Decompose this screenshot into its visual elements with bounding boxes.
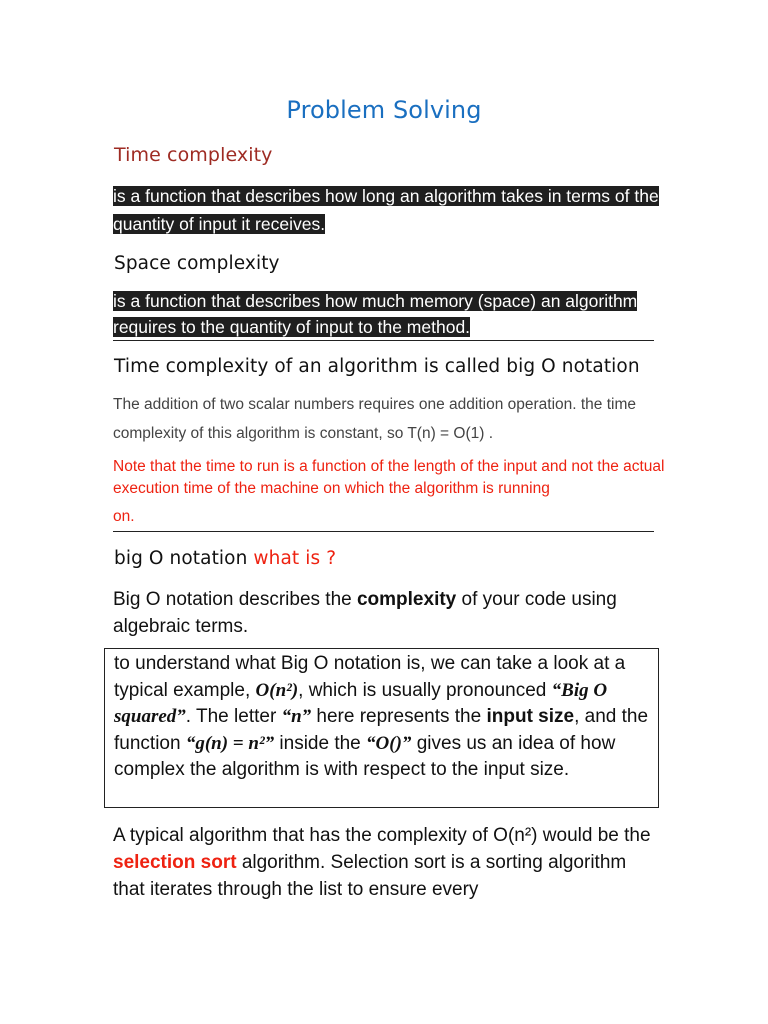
page-title: Problem Solving <box>286 96 482 124</box>
time-complexity-definition <box>113 182 673 238</box>
big-o-called-heading: Time complexity of an algorithm is called big O notation <box>114 356 640 377</box>
big-o-intro-paragraph <box>113 586 658 640</box>
what-is-heading <box>114 548 336 569</box>
what-is-heading-highlight: what is ? <box>253 548 337 569</box>
selection-text-1: A typical algorithm that has the complexity of O(n²) would be the <box>113 825 651 846</box>
box-emph-2: “Big O squared” <box>114 679 608 727</box>
intro-text-before: Big O notation describes the <box>113 589 357 610</box>
selection-sort-paragraph <box>113 822 658 903</box>
example-box-text <box>114 651 659 784</box>
space-complexity-definition-text: is a function that describes how much memory (space) an algorithm requires to the quantity of input to the method. <box>113 291 638 337</box>
box-emph-5: “O()” <box>366 732 412 754</box>
box-emph-3: “n” <box>281 706 312 727</box>
box-text-7: gives us an idea of how complex the algorithm is with respect to the input size. <box>114 732 616 780</box>
box-text-1: to understand what Big O notation is, we can take a look at a typical example, <box>114 653 626 701</box>
divider-line <box>113 340 654 341</box>
space-complexity-heading: Space complexity <box>114 253 280 274</box>
box-text-4: here represents the <box>311 706 487 727</box>
constant-time-example: The addition of two scalar numbers requires one addition operation. the time complexity of this algorithm is constant, so T(n) = O(1) . <box>113 396 636 442</box>
box-emph-1: O(n²) <box>255 679 299 701</box>
box-text-6: inside the <box>274 732 367 754</box>
selection-text-2: algorithm. Selection sort is a sorting algorithm that iterates through the list to ensure every <box>113 852 627 900</box>
divider-line <box>113 531 654 532</box>
box-text-5: , and the function <box>114 706 649 754</box>
example-box <box>104 648 659 808</box>
intro-bold-word: complexity <box>356 589 457 610</box>
box-bold-1: input size <box>486 706 575 727</box>
intro-text-after: of your code using algebraic terms. <box>113 589 617 637</box>
selection-sort-term: selection sort <box>113 852 237 873</box>
note-main-text: Note that the time to run is a function of the length of the input and not the actual execution time of the machine on which the algorithm is running <box>113 458 665 497</box>
box-emph-4: “g(n) = n²” <box>185 732 275 754</box>
note-tail-text: on. <box>113 508 135 525</box>
space-complexity-definition <box>113 288 673 340</box>
time-complexity-definition-text: is a function that describes how long an algorithm takes in terms of the quantity of input it receives. <box>113 186 659 234</box>
what-is-heading-prefix: big O notation <box>114 548 254 569</box>
box-text-3: . The letter <box>185 706 282 727</box>
note-paragraph <box>113 456 668 528</box>
time-complexity-heading: Time complexity <box>114 144 273 166</box>
box-text-2: , which is usually pronounced <box>298 679 552 701</box>
